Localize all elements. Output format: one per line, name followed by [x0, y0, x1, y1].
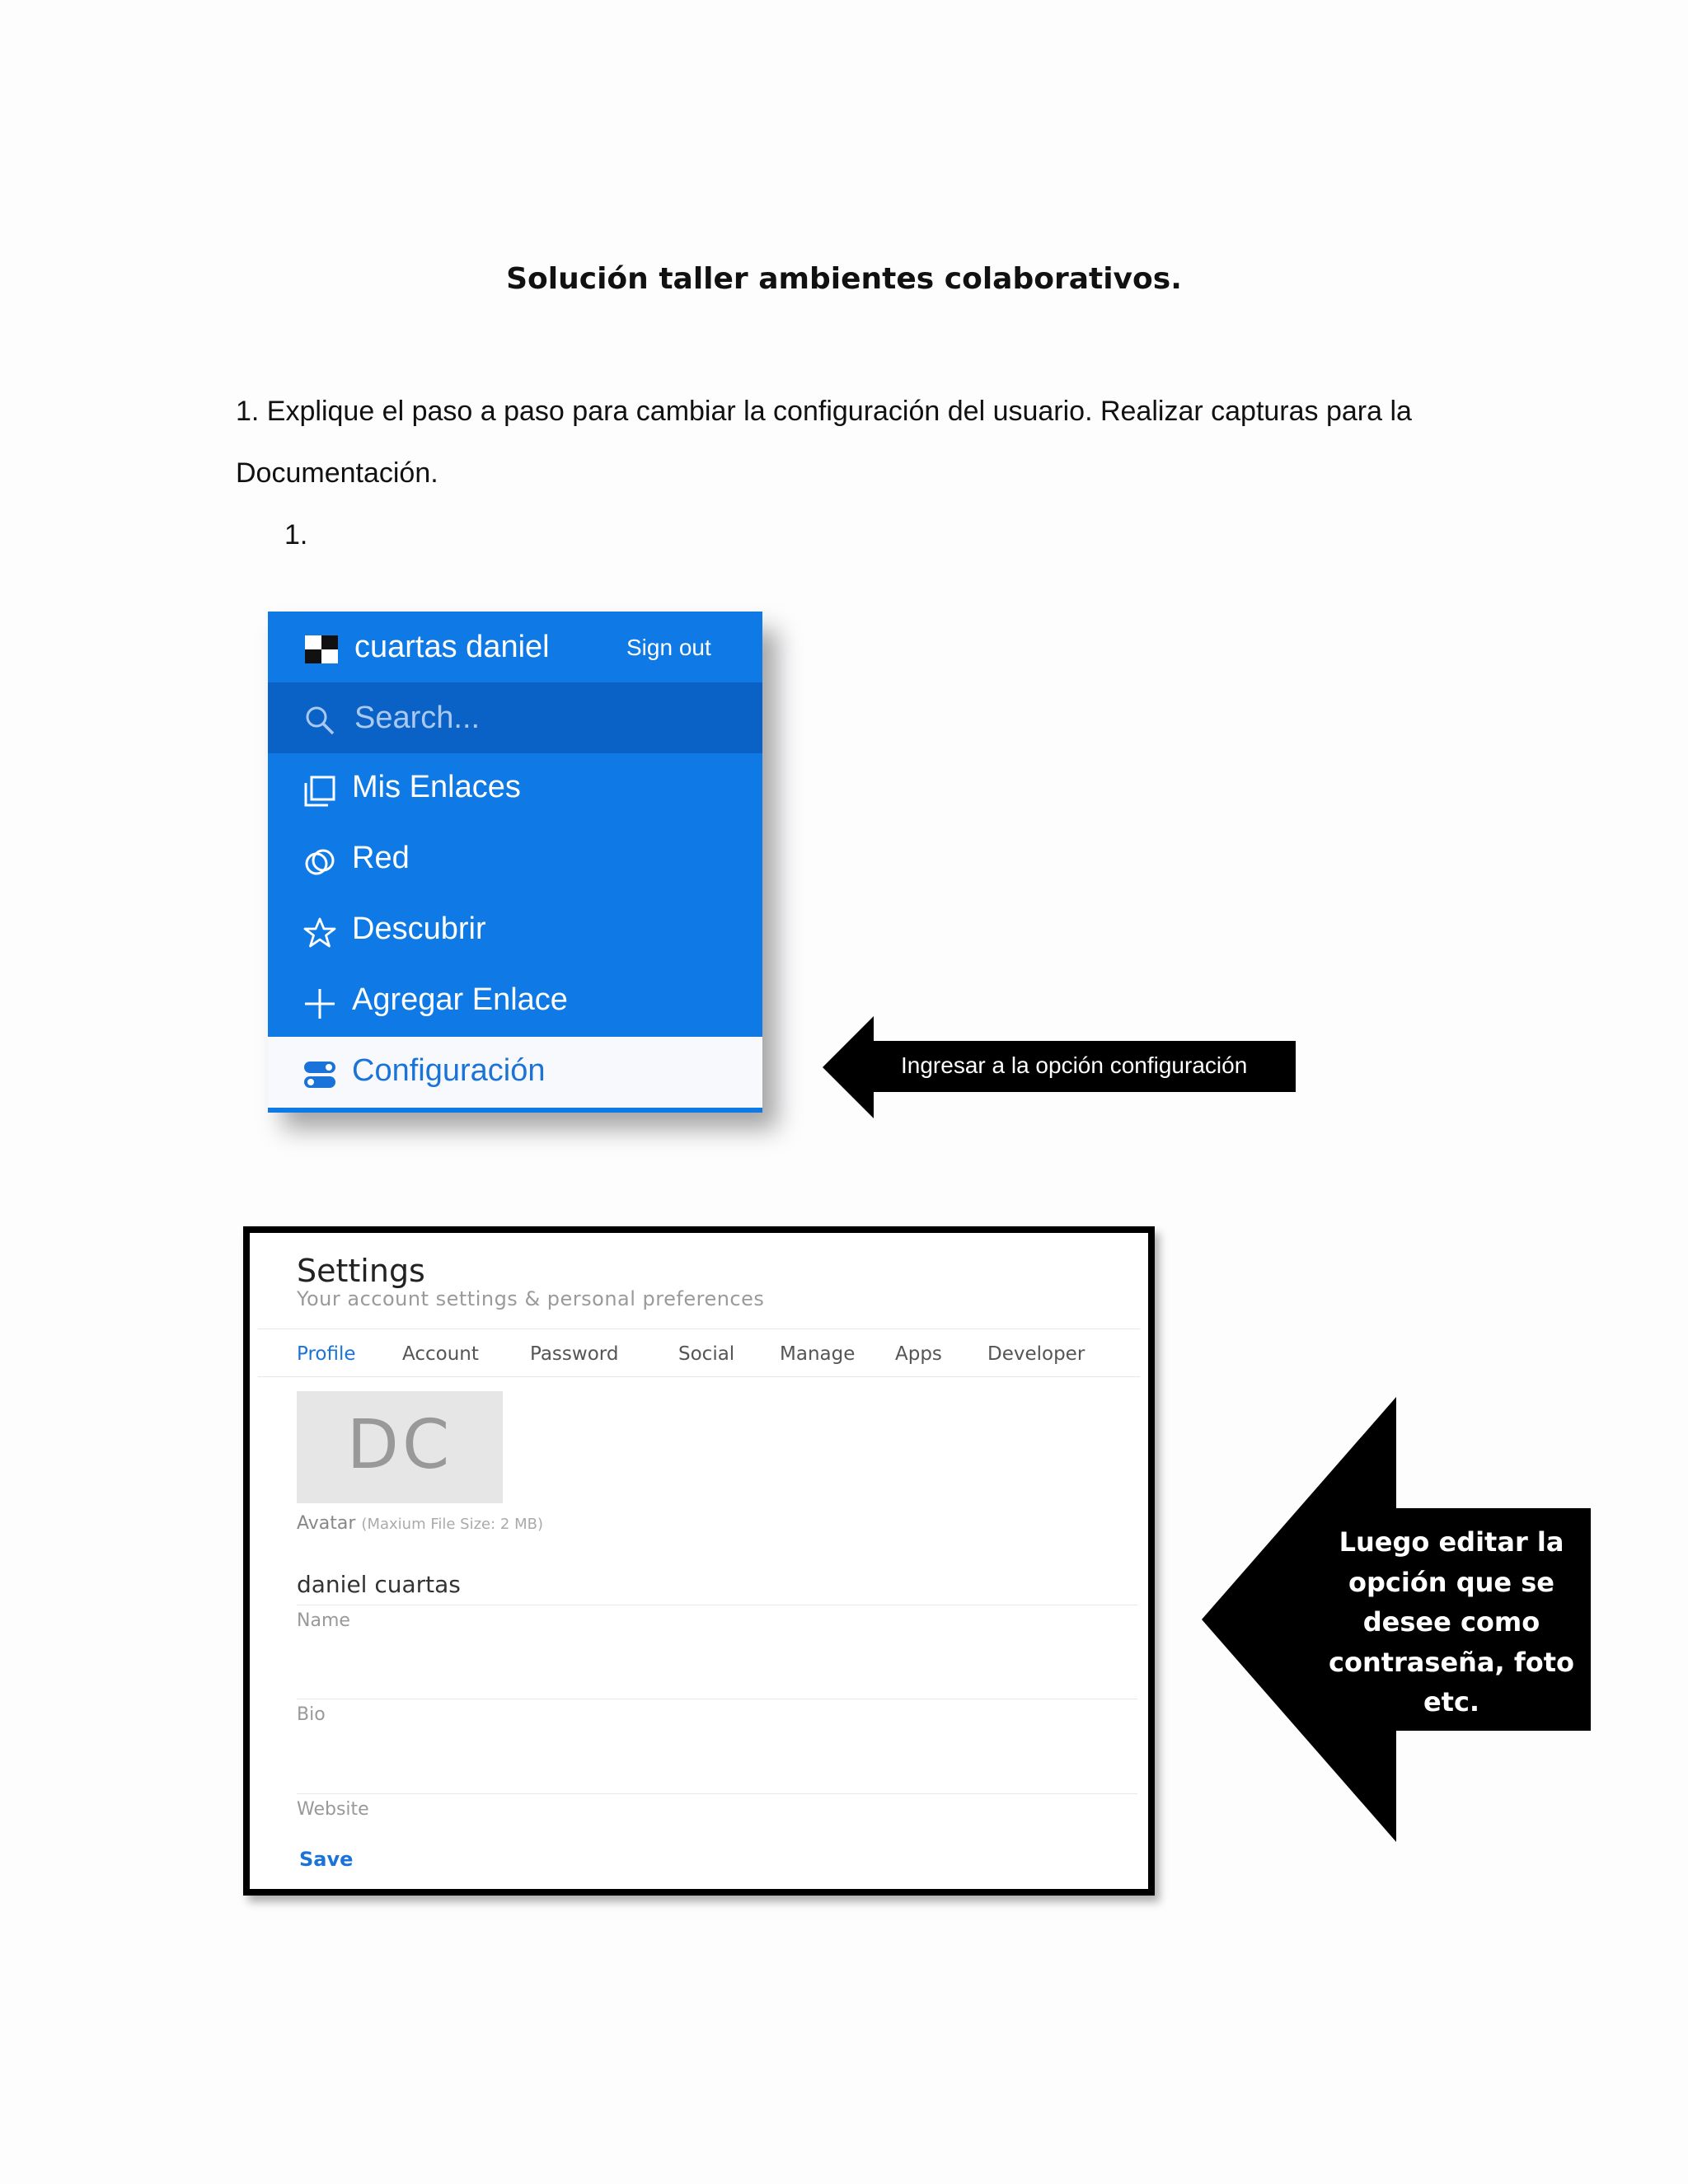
website-field[interactable] — [297, 1793, 1137, 1794]
menu-item-label: Agregar Enlace — [352, 982, 568, 1017]
tab-password[interactable]: Password — [530, 1343, 619, 1365]
question-line-1: 1. Explique el paso a paso para cambiar la configuración del usuario. Realizar capturas para la — [236, 396, 1412, 427]
callout-line: opción que se — [1348, 1566, 1554, 1598]
divider — [258, 1376, 1140, 1377]
search-icon — [303, 704, 336, 737]
plus-icon — [303, 987, 336, 1020]
tab-apps[interactable]: Apps — [895, 1343, 942, 1365]
question-line-2: Documentación. — [236, 457, 438, 489]
name-field[interactable]: daniel cuartas — [297, 1571, 461, 1598]
star-icon — [303, 916, 336, 949]
search-placeholder: Search... — [354, 701, 481, 735]
name-label: Name — [297, 1610, 350, 1631]
tab-developer[interactable]: Developer — [987, 1343, 1085, 1365]
tab-social[interactable]: Social — [678, 1343, 735, 1365]
user-name: cuartas daniel — [354, 630, 550, 664]
callout-arrow-left-large — [1202, 1397, 1591, 1842]
sign-out-link[interactable]: Sign out — [626, 635, 711, 660]
menu-item-label: Red — [352, 841, 410, 875]
document-title: Solución taller ambientes colaborativos. — [506, 262, 1182, 296]
avatar-label-text: Avatar — [297, 1513, 356, 1534]
save-button[interactable]: Save — [299, 1848, 354, 1871]
network-icon — [303, 846, 336, 879]
callout-line: contraseña, foto — [1328, 1646, 1574, 1678]
callout-arrow-left — [823, 1016, 1296, 1118]
settings-screenshot — [243, 1226, 1155, 1896]
avatar-size-note: (Maxium File Size: 2 MB) — [361, 1516, 543, 1533]
callout-line: Luego editar la — [1339, 1526, 1564, 1558]
tab-manage[interactable]: Manage — [780, 1343, 856, 1365]
settings-title: Settings — [297, 1253, 425, 1289]
settings-toggle-icon — [303, 1058, 336, 1091]
menu-item-label: Descubrir — [352, 912, 486, 946]
avatar-initials: DC — [346, 1406, 453, 1484]
bio-label: Bio — [297, 1704, 326, 1725]
tab-profile[interactable]: Profile — [297, 1343, 356, 1365]
app-logo-icon — [305, 635, 338, 663]
avatar-label — [297, 1513, 543, 1534]
callout-text: Ingresar a la opción configuración — [901, 1052, 1248, 1078]
menu-item-configuracion[interactable] — [268, 1037, 762, 1113]
tab-account[interactable]: Account — [402, 1343, 479, 1365]
menu-item-label: Configuración — [352, 1053, 546, 1088]
user-menu-screenshot — [268, 612, 762, 1111]
menu-item-red[interactable] — [268, 824, 762, 895]
links-icon — [303, 775, 336, 808]
menu-header — [268, 612, 762, 683]
website-label: Website — [297, 1799, 369, 1820]
menu-item-mis-enlaces[interactable] — [268, 753, 762, 824]
menu-item-descubrir[interactable] — [268, 895, 762, 966]
menu-item-label: Mis Enlaces — [352, 770, 521, 804]
step-number: 1. — [284, 519, 308, 551]
callout-text — [1324, 1522, 1579, 1722]
menu-item-agregar-enlace[interactable] — [268, 966, 762, 1037]
search-input[interactable] — [268, 682, 762, 753]
callout-line: desee como — [1362, 1606, 1540, 1638]
callout-line: etc. — [1423, 1686, 1480, 1718]
avatar[interactable] — [297, 1391, 503, 1503]
settings-subtitle: Your account settings & personal preferences — [297, 1287, 765, 1310]
